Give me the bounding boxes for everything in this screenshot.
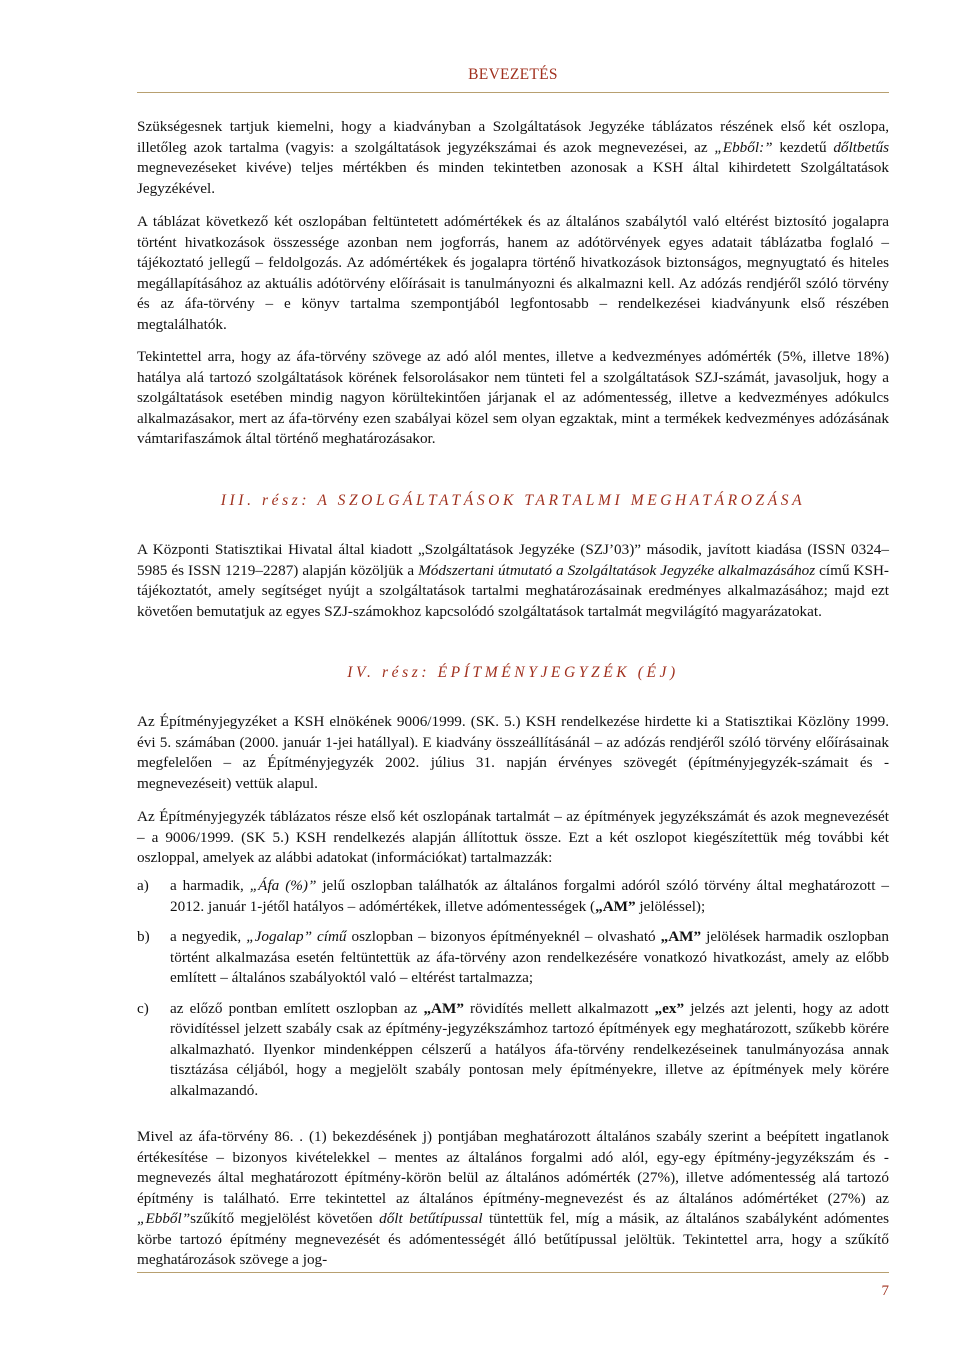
p4-guide-title: Módszertani útmutató a Szolgáltatások Jegyzéke alkalmazásához <box>418 561 816 579</box>
p1-text-a: Szükségesnek tartjuk kiemelni, hogy a kiadványban a Szolgáltatások Jegyzéke táblázatos részének első két oszlopa, illetőleg azok tartalma (vagyis: a szolgáltatások jegyzékszámai és azok megnevezései, az <box>137 118 889 156</box>
column-description-list <box>137 876 889 1111</box>
footer-divider <box>137 1272 889 1273</box>
page-number: 7 <box>881 1283 889 1299</box>
list-item <box>137 876 889 917</box>
p7-text-e: tüntettük fel, míg a másik, az általános szabályként adómentes körbe tartozó építmény megnevezését és adómentességét álló betűtípussal jelöltük. Tekintettel arra, hogy a szűkítő meghatározások szövege a jog- <box>137 1210 889 1268</box>
paragraph-intro <box>137 117 889 199</box>
list-item-text: a harmadik, „Áfa (%)” jelű oszlopban találhatók az általános forgalmi adóról szóló törvény által meghatározott – 2012. január 1-jétől hatályos – adómértékek, illetve adómentességek („AM” jelöléssel); <box>170 877 889 915</box>
list-item-text: az előző pontban említett oszlopban az „AM” rövidítés mellett alkalmazott „ex” jelzés azt jelenti, hogy az adott rövidítéssel jelzett szabály csak az építmény-jegyzékszámhoz tartozó építmények egy meghatározott, szűkebb körére alkalmazható. Ilyenkor mindenképpen célszerű a hatályos áfa-törvény rendelkezéseinek tanulmányozása annak tisztázása céljából, hogy a megjelölt szabály pontosan mely építményekre, illetve az építmények mely körére alkalmazandó. <box>170 999 890 1099</box>
list-item-label: a) <box>137 877 149 894</box>
paragraph-building-columns <box>137 807 889 869</box>
header-divider <box>137 92 889 93</box>
p7-italic-font: dőlt betűtípussal <box>379 1210 483 1227</box>
section-title-part-3: III. rész: A SZOLGÁLTATÁSOK TARTALMI MEGHATÁROZÁSA <box>220 492 806 509</box>
p1-text-e: megnevezéseket kivéve) teljes mértékben és minden tekintetben azonosak a KSH által kihirdetett Szolgáltatások Jegyzékével. <box>137 159 889 197</box>
p6-text: Az Építményjegyzék táblázatos része első két oszlopának tartalmát – az építmények jegyzékszámát és azok megnevezését – a 9006/1999. (SK 5.) KSH rendelkezés alapján állítottuk össze. Ezt a két oszlopot kiegészítettük még további két oszloppal, amelyek az alábbi adatokat (információkat) tartalmazzák: <box>137 808 889 866</box>
p5-text: Az Építményjegyzéket a KSH elnökének 9006/1999. (SK. 5.) KSH rendelkezése hirdette ki a Statisztikai Közlöny 1999. évi 5. számában (2000. január 1-jei hatállyal). E kiadvány összeállításánál – az adózás rendjéről szóló törvény előírásainak megfelelően – az Építményjegyzék 2002. július 31. napján érvényes szövegét (építményjegyzék-számait és -megnevezéseit) vettük alapul. <box>137 713 889 792</box>
p2-text: A táblázat következő két oszlopában feltüntetett adómértékek és az általános szabálytól való eltérést biztosító jogalapra történt hivatkozások összessége azonban nem jogforrás, hanem az adótörvények egyes adatait táblázatba foglaló – tájékoztató jellegű – feldolgozás. Az adómértékek és jogalapra történő hivatkozások biztonságos, megnyugtató és hiteles megállapításához az aktuális adótörvény előírásait is tanulmányozni és alkalmazni kell. Az adózás rendjéről szóló törvény és az áfa-törvény – e könyv tartalma szempontjából legfontosabb – rendelkezései kiadványunk első részében megtalálhatók. <box>137 213 889 333</box>
document-page <box>137 0 889 1358</box>
p4-text-a: A Központi Statisztikai Hivatal által kiadott „Szolgáltatások Jegyzéke (SZJ’03)” második, javított kiadása (ISSN 0324–5985 és ISSN 1219–2287) alapján közöljük a <box>137 541 889 579</box>
list-item <box>137 927 889 989</box>
paragraph-vat-86 <box>137 1127 889 1271</box>
list-item-text: a negyedik, „Jogalap” című oszlopban – bizonyos építményeknél – olvasható „AM” jelölések harmadik oszlopban történt alkalmazása esetén feltüntettük az áfa-törvény azon rendelkezésére vonatkozó hivatkozást, amely az előbb említett – általános szabályoktól való – eltérést tartalmazza; <box>170 928 889 986</box>
list-item-label: c) <box>137 999 149 1017</box>
p1-doltbetus: dőltbetűs <box>833 138 889 156</box>
p1-text-c: kezdetű <box>772 138 834 156</box>
paragraph-vat-exemption <box>137 347 889 450</box>
p7-text-a: Mivel az áfa-törvény 86. . (1) bekezdésének j) pontjában meghatározott általános szabály szerint a beépített ingatlanok értékesítése – bizonyos kivételekkel – mentes az általános forgalmi adó alól, egy-egy építmény-jegyzékszám és -megnevezés által meghatározott építmény-körön belül az általános adómérték (27%), illetve adómentesség alá tartozó építmény is található. Erre tekintettel az általános építmény-megnevezést és az általános adómértéket (27%) az <box>137 1128 889 1207</box>
p7-ebbol: „Ebből” <box>137 1210 191 1227</box>
section-title-part-4: IV. rész: ÉPÍTMÉNYJEGYZÉK (ÉJ) <box>347 664 679 681</box>
list-item <box>137 999 889 1102</box>
list-item-label: b) <box>137 928 150 945</box>
p7-text-c: szűkítő megjelölést követően <box>190 1210 380 1227</box>
p3-text: Tekintettel arra, hogy az áfa-törvény szövege az adó alól mentes, illetve a kedvezményes adómérték (5%, illetve 18%) hatálya alá tartozó szolgáltatások körének felsorolásakor nem tünteti fel a szolgáltatások SZJ-számát, javasoljuk, hogy a szolgáltatások esetében mindig nagyon körültekintően járjanak el az adómentesség, illetve a kedvezményes adókulcs alkalmazásakor, mert az áfa-törvény ezen szabályai közel sem olyan egzaktak, mint a termékek kedvezményes adózásának vámtarifaszámok által történő meghatározásakor. <box>137 348 889 447</box>
paragraph-table-columns <box>137 212 889 335</box>
page-header-title: BEVEZETÉS <box>468 66 558 83</box>
p1-ebbol: „Ebből:” <box>714 138 773 156</box>
p4-text-c: című KSH-tájékoztatót, amely segítséget nyújt a szolgáltatások tartalmi meghatározásainak eredményes alkalmazásához; majd ezt követően bemutatjuk az egyes SZJ-számokhoz kapcsolódó szolgáltatások tartalmát megvilágító magyarázatokat. <box>137 561 889 620</box>
paragraph-building-list <box>137 712 889 794</box>
paragraph-ksh-service-list <box>137 540 889 622</box>
